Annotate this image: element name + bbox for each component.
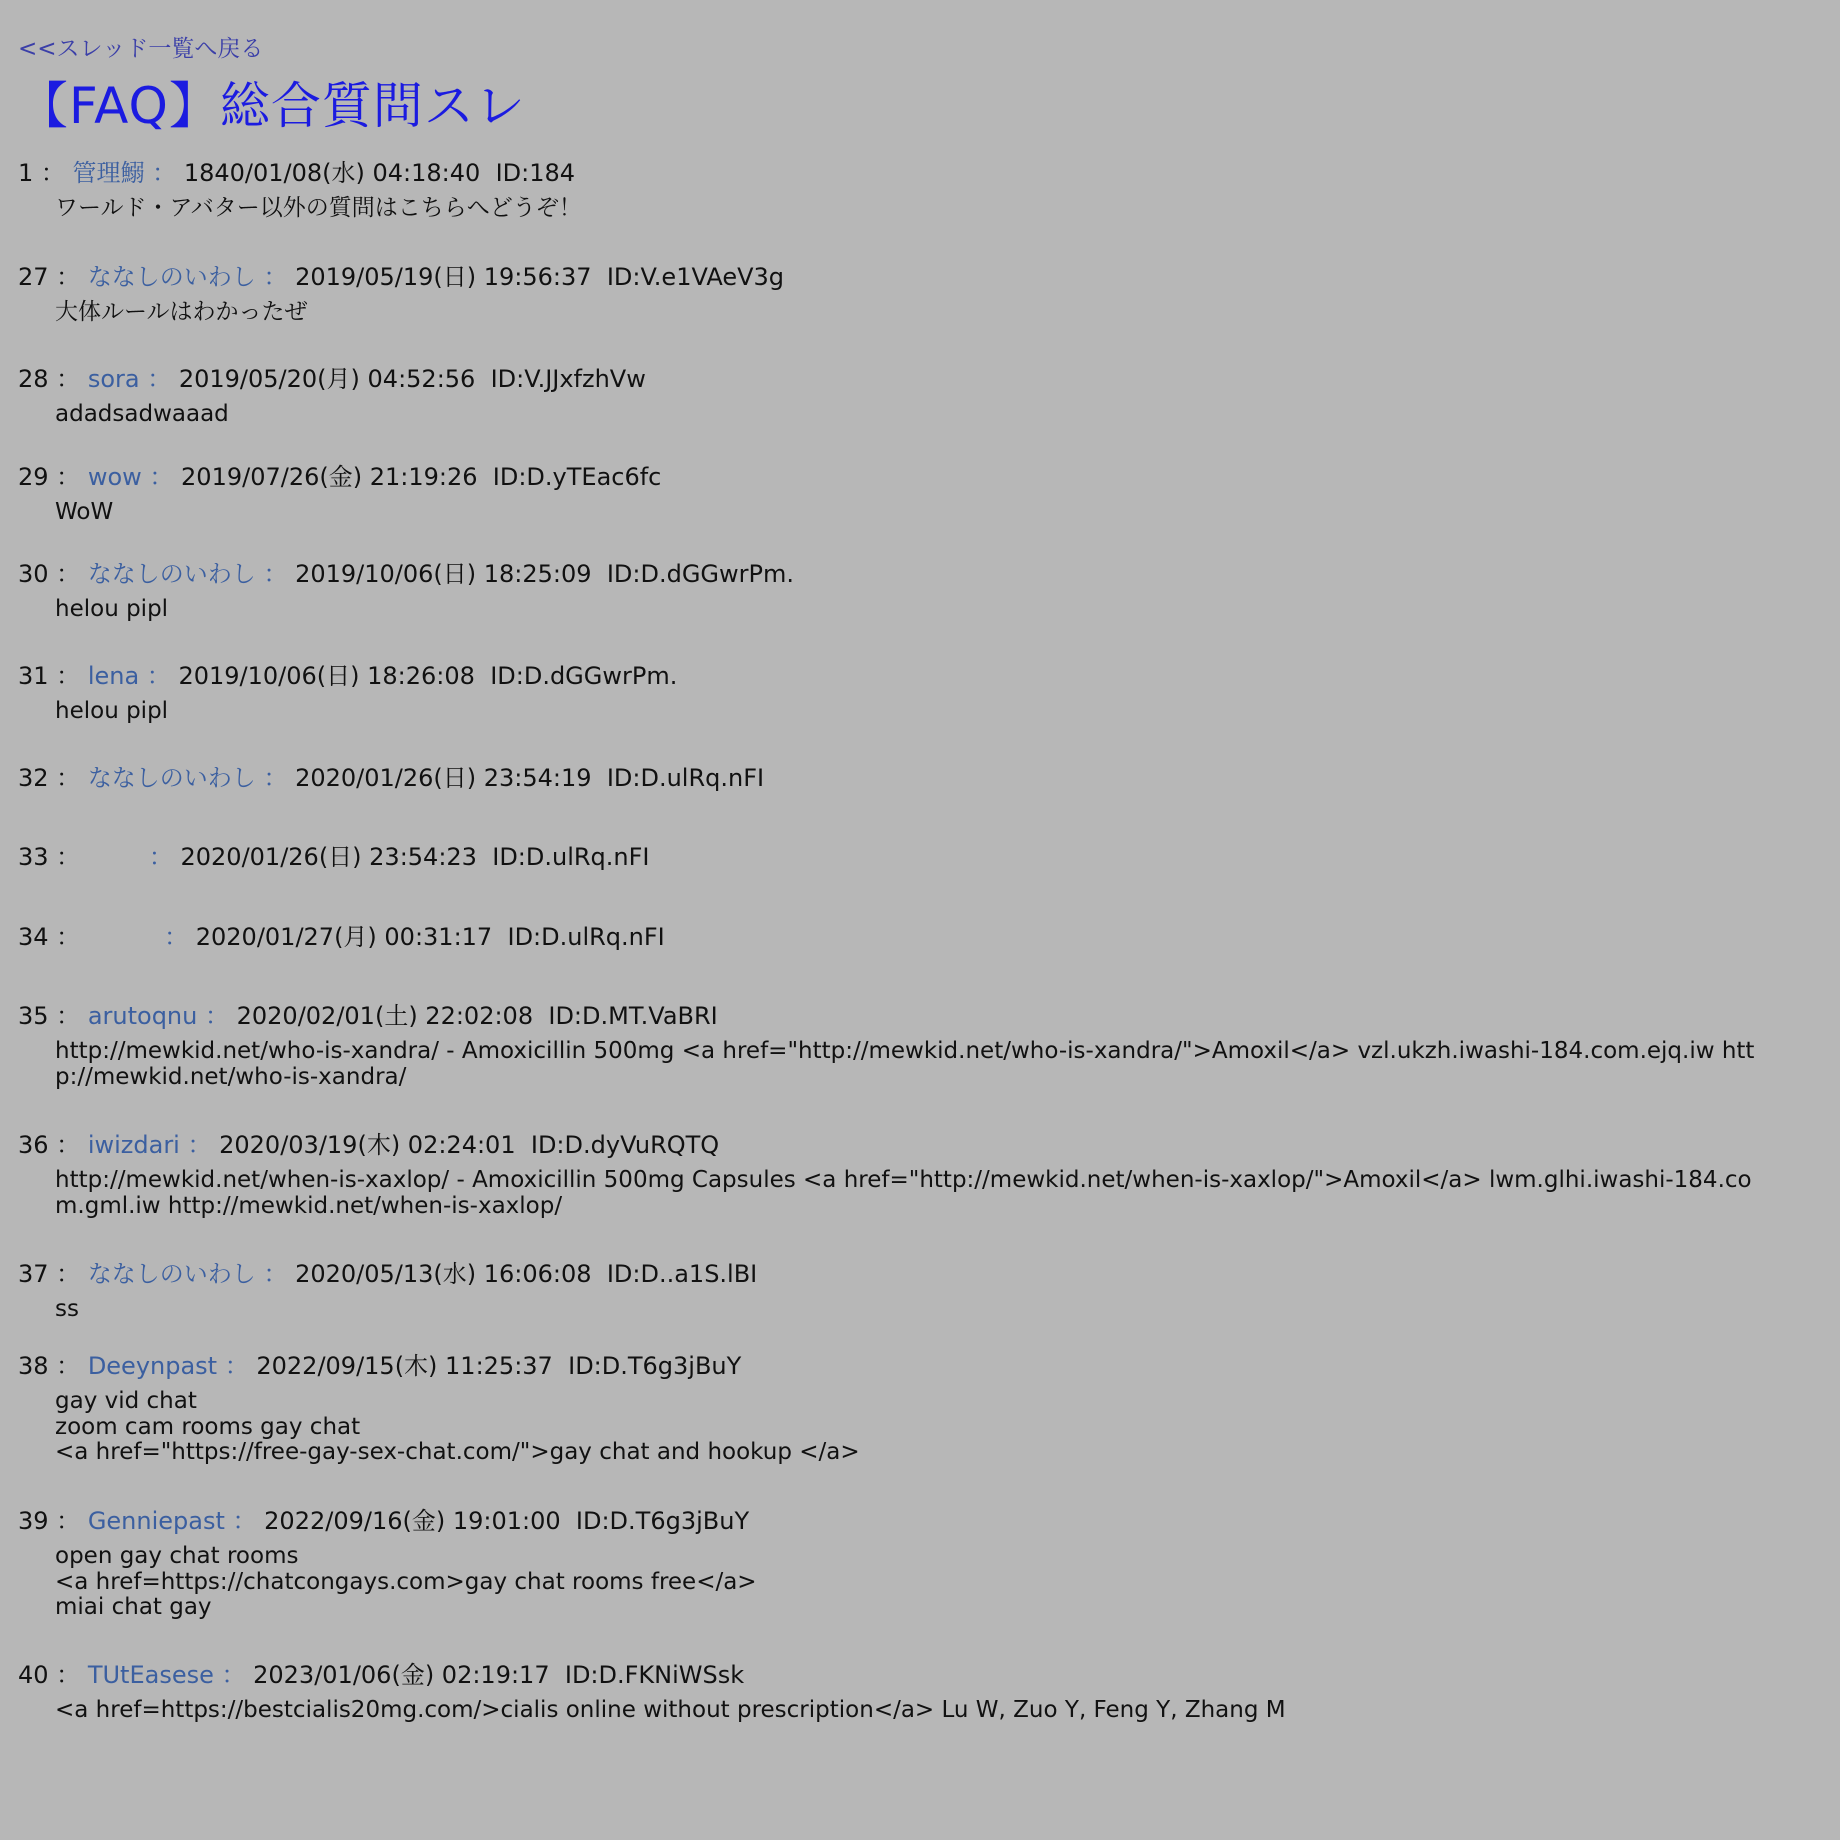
post-body: ワールド・アバター以外の質問はこちらへどうぞ！ (55, 195, 582, 221)
post-number[interactable]: 39 (18, 1507, 49, 1535)
poster-id: ID:D.dGGwrPm. (606, 560, 794, 588)
poster-name: TUtEasese (87, 1661, 214, 1689)
poster-id: ID:D.yTEac6fc (492, 463, 662, 491)
poster-name: iwizdari (87, 1131, 180, 1159)
post-date: 2022/09/15(木) 11:25:37 (256, 1352, 553, 1380)
poster-id: ID:D..a1S.lBI (606, 1260, 758, 1288)
thread-title: 【FAQ】総合質問スレ (18, 77, 526, 135)
post-number[interactable]: 37 (18, 1260, 49, 1288)
poster-name: 管理鰯 (72, 159, 145, 187)
post-header: 28 ： sora ： 2019/05/20(月) 04:52:56 ID:V.JJxfzhVw (18, 365, 646, 393)
post-header: 27 ： ななしのいわし ： 2019/05/19(日) 19:56:37 ID:V.e1VAeV3g (18, 263, 785, 291)
post-body: adadsadwaaad (55, 401, 229, 427)
post-date: 2020/02/01(土) 22:02:08 (236, 1002, 534, 1030)
post-header: 30 ： ななしのいわし ： 2019/10/06(日) 18:25:09 ID:D.dGGwrPm. (18, 560, 794, 588)
poster-name: sora (87, 365, 140, 393)
poster-id: ID:D.dGGwrPm. (490, 662, 678, 690)
post-date: 2020/03/19(木) 02:24:01 (219, 1131, 516, 1159)
post-number[interactable]: 1 (18, 159, 34, 187)
post-body: <a href=https://bestcialis20mg.com/>cialis online without prescription</a> Lu W, Zuo Y, Feng Y, Zhang M (55, 1697, 1286, 1723)
post-date: 2020/01/27(月) 00:31:17 (195, 923, 493, 951)
post-date: 2019/05/19(日) 19:56:37 (295, 263, 592, 291)
poster-id: ID:D.T6g3jBuY (568, 1352, 742, 1380)
post-header: 34 ： ： 2020/01/27(月) 00:31:17 ID:D.ulRq.nFI (18, 923, 665, 951)
post-date: 2019/05/20(月) 04:52:56 (178, 365, 476, 393)
post-date: 1840/01/08(水) 04:18:40 (183, 159, 481, 187)
post-number[interactable]: 32 (18, 764, 49, 792)
poster-id: ID:184 (495, 159, 576, 187)
post-header: 39 ： Genniepast ： 2022/09/16(金) 19:01:00 ID:D.T6g3jBuY (18, 1507, 750, 1535)
post-body: gay vid chat zoom cam rooms gay chat <a href="https://free-gay-sex-chat.com/">gay chat and hookup </a> (55, 1388, 860, 1465)
post-date: 2020/01/26(日) 23:54:19 (295, 764, 592, 792)
poster-id: ID:D.T6g3jBuY (575, 1507, 750, 1535)
post-header: 35 ： arutoqnu ： 2020/02/01(土) 22:02:08 ID:D.MT.VaBRI (18, 1002, 718, 1030)
post-number[interactable]: 27 (18, 263, 49, 291)
post-header: 38 ： Deeynpast ： 2022/09/15(木) 11:25:37 ID:D.T6g3jBuY (18, 1352, 742, 1380)
poster-id: ID:D.ulRq.nFI (492, 843, 650, 871)
post-body: open gay chat rooms <a href=https://chatcongays.com>gay chat rooms free</a> miai chat gay (55, 1543, 757, 1620)
post-date: 2019/10/06(日) 18:26:08 (178, 662, 475, 690)
post-header: 1 ： 管理鰯 ： 1840/01/08(水) 04:18:40 ID:184 (18, 159, 576, 187)
post-number[interactable]: 40 (18, 1661, 49, 1689)
poster-name: Genniepast (87, 1507, 225, 1535)
post-number[interactable]: 38 (18, 1352, 49, 1380)
post-number[interactable]: 31 (18, 662, 49, 690)
post-date: 2020/05/13(水) 16:06:08 (295, 1260, 592, 1288)
post-header: 36 ： iwizdari ： 2020/03/19(木) 02:24:01 ID:D.dyVuRQTQ (18, 1131, 720, 1159)
post-body: 大体ルールはわかったぜ (55, 299, 308, 325)
poster-name: arutoqnu (87, 1002, 198, 1030)
poster-name: lena (87, 662, 140, 690)
post-body: http://mewkid.net/when-is-xaxlop/ - Amoxicillin 500mg Capsules <a href="http://mewkid.net/when-is-xaxlop/">Amoxil</a> lwm.glhi.iwashi-184.com.gml.iw http://mewkid.net/when-is-xaxlop/ (55, 1167, 1752, 1219)
post-number[interactable]: 28 (18, 365, 49, 393)
post-number[interactable]: 29 (18, 463, 49, 491)
poster-name: Deeynpast (87, 1352, 218, 1380)
poster-id: ID:D.dyVuRQTQ (530, 1131, 720, 1159)
post-header: 29 ： wow ： 2019/07/26(金) 21:19:26 ID:D.yTEac6fc (18, 463, 662, 491)
post-body: helou pipl (55, 596, 169, 622)
poster-name: ななしのいわし (87, 764, 256, 792)
post-number[interactable]: 33 (18, 843, 49, 871)
post-header: 32 ： ななしのいわし ： 2020/01/26(日) 23:54:19 ID:D.ulRq.nFI (18, 764, 765, 792)
poster-name: ななしのいわし (87, 1260, 256, 1288)
post-header: 33 ： ： 2020/01/26(日) 23:54:23 ID:D.ulRq.nFI (18, 843, 650, 871)
post-header: 40 ： TUtEasese ： 2023/01/06(金) 02:19:17 ID:D.FKNiWSsk (18, 1661, 745, 1689)
post-body: ss (55, 1296, 79, 1322)
post-number[interactable]: 34 (18, 923, 49, 951)
poster-id: ID:D.FKNiWSsk (564, 1661, 745, 1689)
poster-id: ID:D.ulRq.nFI (507, 923, 665, 951)
poster-id: ID:V.e1VAeV3g (606, 263, 785, 291)
post-number[interactable]: 36 (18, 1131, 49, 1159)
post-number[interactable]: 30 (18, 560, 49, 588)
post-body: WoW (55, 499, 114, 525)
post-body: helou pipl (55, 698, 169, 724)
poster-name: ななしのいわし (87, 560, 256, 588)
post-number[interactable]: 35 (18, 1002, 49, 1030)
post-date: 2022/09/16(金) 19:01:00 (264, 1507, 561, 1535)
post-date: 2019/07/26(金) 21:19:26 (181, 463, 478, 491)
post-body: http://mewkid.net/who-is-xandra/ - Amoxicillin 500mg <a href="http://mewkid.net/who-is-xandra/">Amoxil</a> vzl.ukzh.iwashi-184.com.ejq.iw http://mewkid.net/who-is-xandra/ (55, 1038, 1755, 1090)
poster-id: ID:V.JJxfzhVw (490, 365, 646, 393)
back-to-thread-list-link[interactable]: <<スレッド一覧へ戻る (18, 36, 264, 62)
post-date: 2020/01/26(日) 23:54:23 (180, 843, 477, 871)
post-header: 37 ： ななしのいわし ： 2020/05/13(水) 16:06:08 ID:D..a1S.lBI (18, 1260, 758, 1288)
poster-name: ななしのいわし (87, 263, 256, 291)
post-header: 31 ： lena ： 2019/10/06(日) 18:26:08 ID:D.dGGwrPm. (18, 662, 678, 690)
post-date: 2019/10/06(日) 18:25:09 (295, 560, 592, 588)
poster-id: ID:D.ulRq.nFI (606, 764, 765, 792)
post-date: 2023/01/06(金) 02:19:17 (253, 1661, 550, 1689)
poster-id: ID:D.MT.VaBRI (548, 1002, 718, 1030)
poster-name: wow (87, 463, 142, 491)
